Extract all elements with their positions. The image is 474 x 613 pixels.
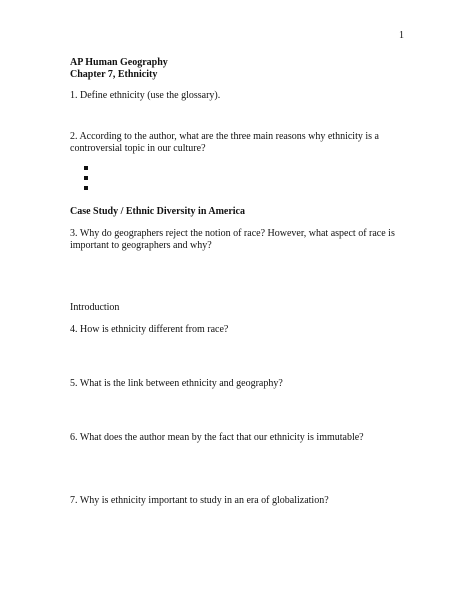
question-2-line-2: controversial topic in our culture? [70, 143, 206, 154]
case-study-heading: Case Study / Ethnic Diversity in America [70, 206, 245, 217]
question-5: 5. What is the link between ethnicity and geography? [70, 378, 283, 389]
introduction-heading: Introduction [70, 302, 120, 313]
question-7: 7. Why is ethnicity important to study in an era of globalization? [70, 495, 329, 506]
question-3-line-2: important to geographers and why? [70, 240, 212, 251]
bullet-point [84, 176, 88, 180]
question-4: 4. How is ethnicity different from race? [70, 324, 229, 335]
answer-bullet-list [84, 166, 88, 196]
question-2-line-1: 2. According to the author, what are the three main reasons why ethnicity is a [70, 131, 379, 142]
question-1: 1. Define ethnicity (use the glossary). [70, 90, 221, 101]
bullet-point [84, 186, 88, 190]
document-heading [70, 57, 410, 81]
page-number: 1 [399, 30, 404, 41]
question-3-line-1: 3. Why do geographers reject the notion of race? However, what aspect of race is [70, 228, 395, 239]
chapter-title: Chapter 7, Ethnicity [70, 69, 158, 80]
course-title: AP Human Geography [70, 57, 168, 68]
question-6: 6. What does the author mean by the fact that our ethnicity is immutable? [70, 432, 364, 443]
bullet-point [84, 166, 88, 170]
question-3 [70, 228, 410, 252]
question-2 [70, 131, 410, 155]
